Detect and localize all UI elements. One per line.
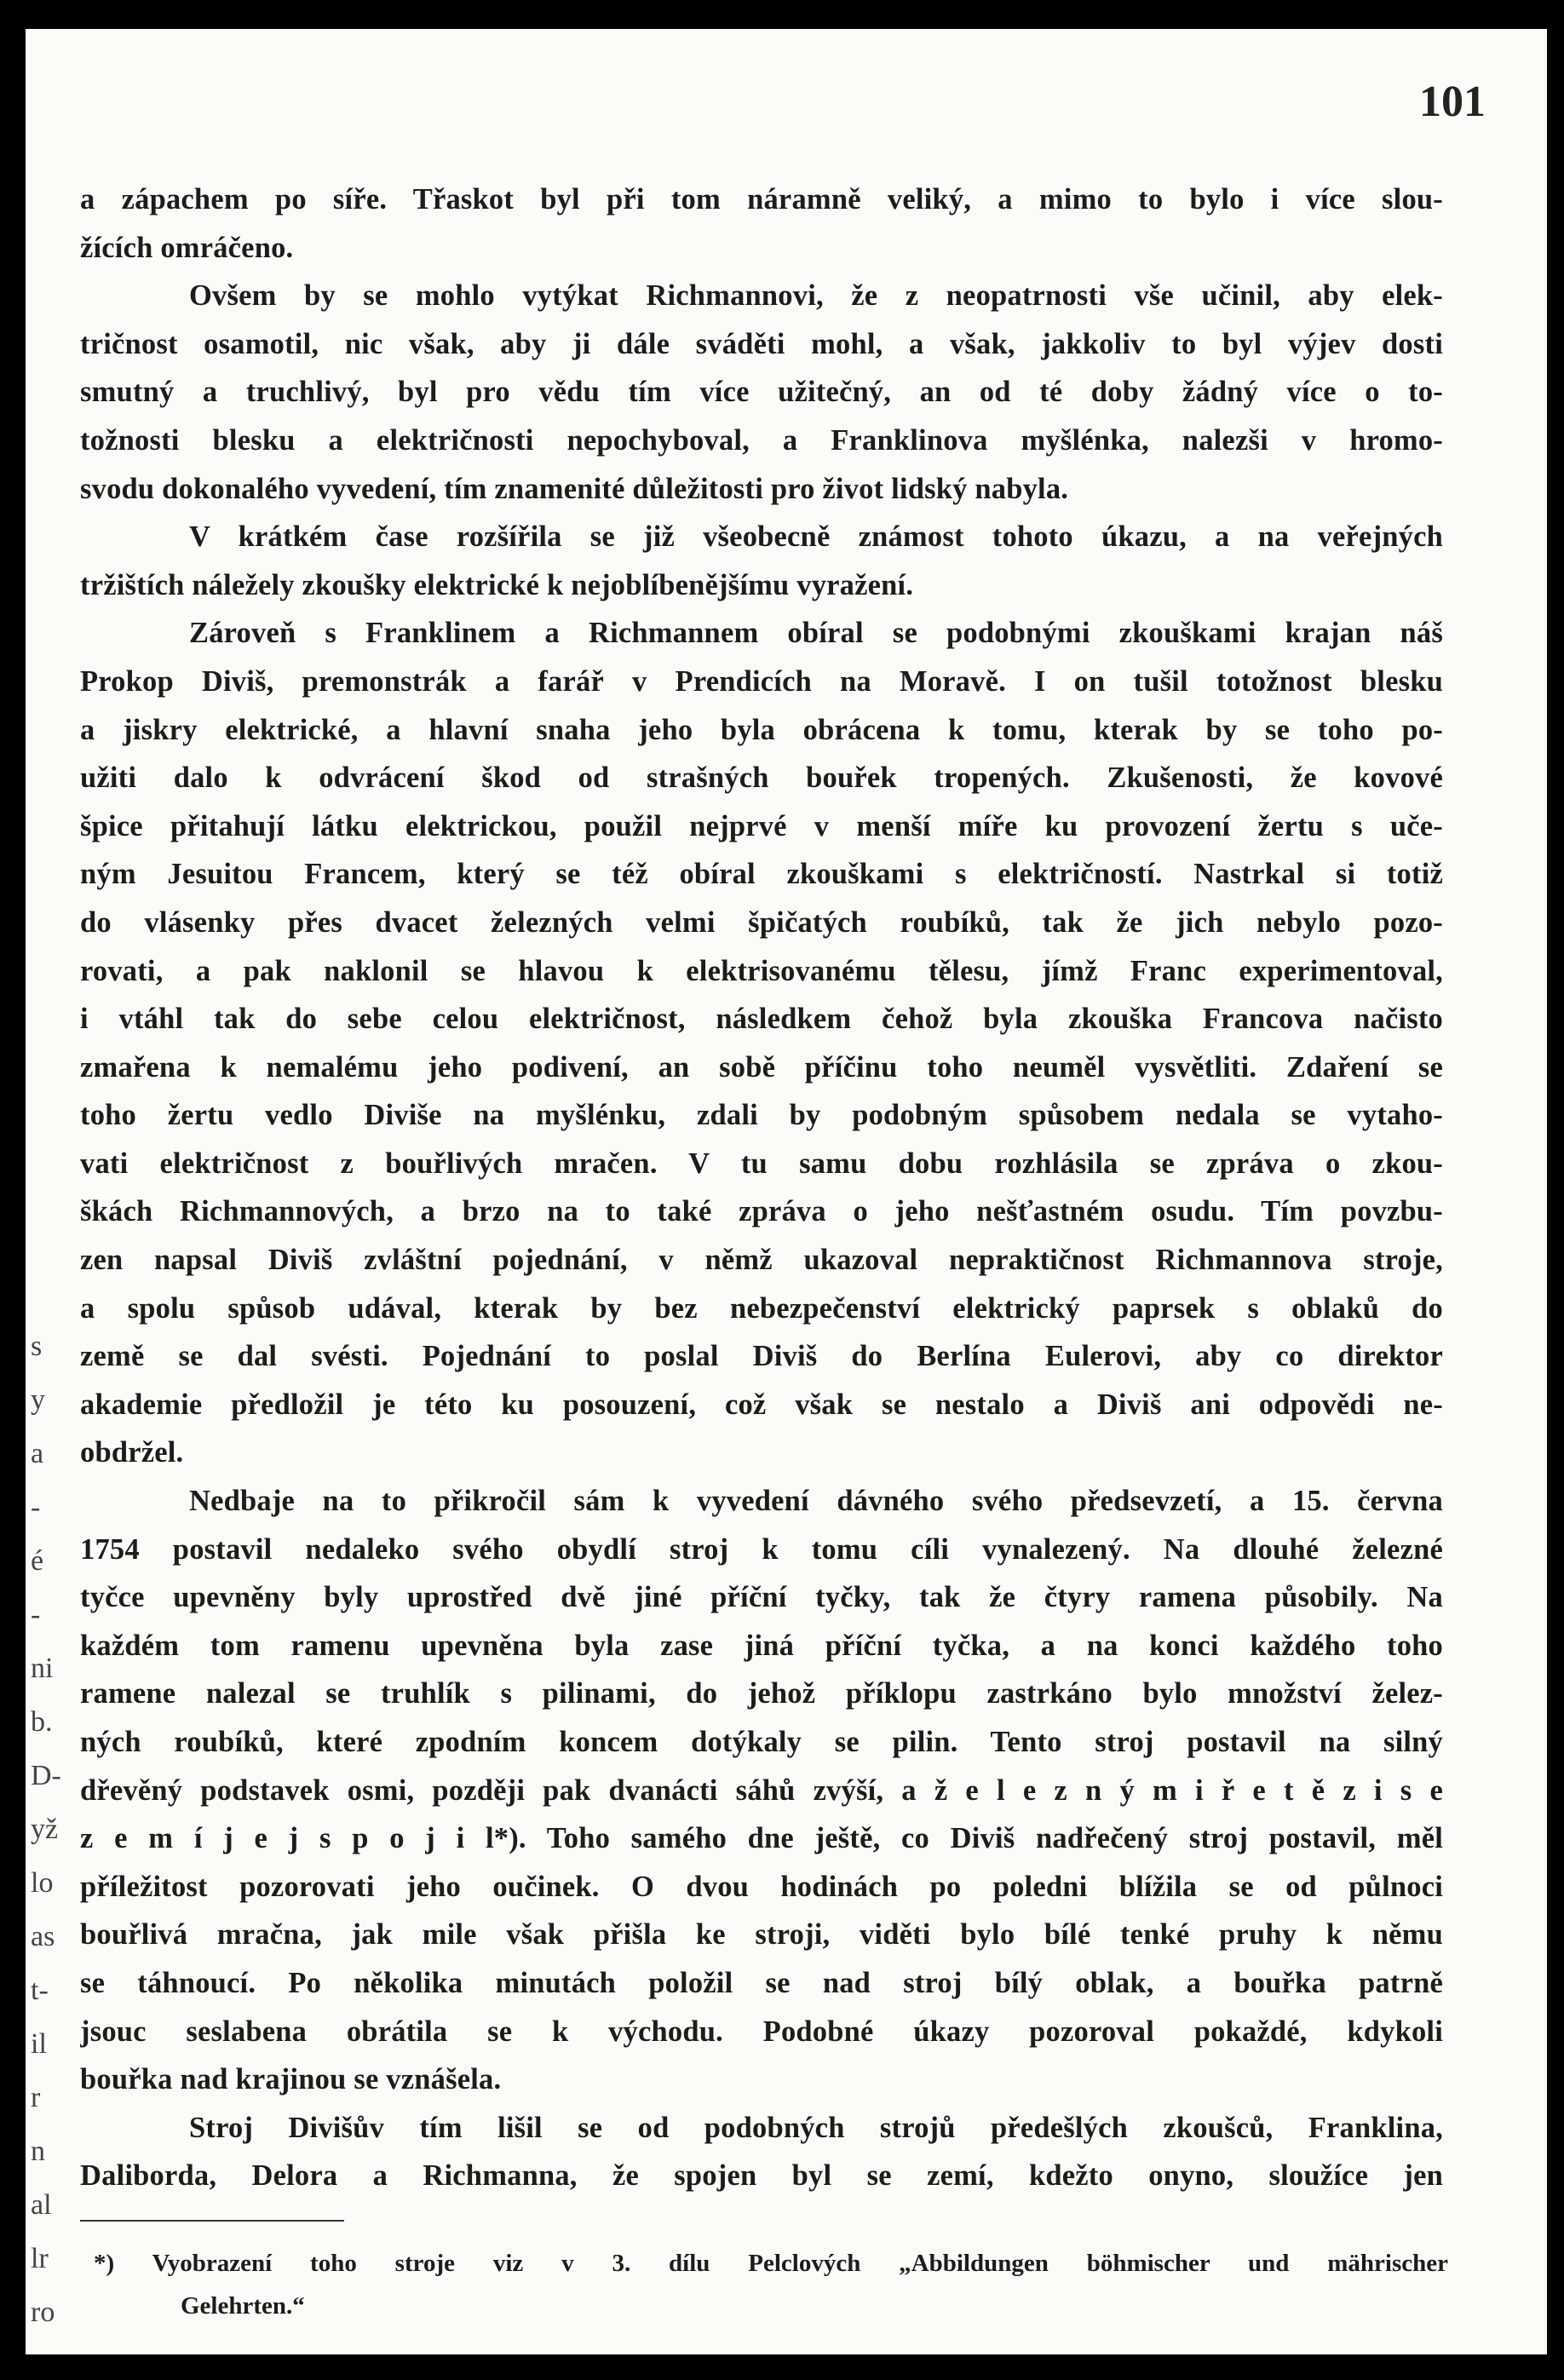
spine-fragment: b. xyxy=(31,1706,53,1738)
text-line: tržištích náležely zkoušky elektrické k nejoblíbenějšímu vyražení. xyxy=(80,568,914,601)
text-line: Daliborda, Delora a Richmanna, že spojen byl se zemí, kdežto onyno, sloužíce jen xyxy=(80,2159,1443,2193)
spine-fragment: lo xyxy=(31,1867,54,1899)
footnote-line: Gelehrten.“ xyxy=(181,2292,305,2320)
text-line: bouřka nad krajinou se vznášela. xyxy=(80,2063,502,2096)
spine-fragment: s xyxy=(31,1331,43,1362)
paragraph xyxy=(80,175,1443,272)
text-line: se táhnoucí. Po několika minutách položil se nad stroj bílý oblak, a bouřka patrně xyxy=(80,1966,1443,1999)
text-line: ramene nalezal se truhlík s pilinami, do jehož příklopu zastrkáno bylo množství želez- xyxy=(80,1677,1443,1710)
text-line: tyčce upevněny byly uprostřed dvě jiné příční tyčky, tak že čtyry ramena působily. Na xyxy=(80,1581,1443,1614)
text-line: jsouc seslabena obrátila se k východu. Podobné úkazy pozoroval pokaždé, kdykoli xyxy=(80,2015,1443,2048)
body-text xyxy=(80,175,1443,2200)
adjacent-page-edge xyxy=(26,1204,65,2380)
paragraph xyxy=(80,272,1443,513)
text-line: Stroj Divišův tím lišil se od podobných strojů předešlých zkoušců, Franklina, xyxy=(189,2111,1443,2144)
text-line: svodu dokonalého vyvedení, tím znamenité důležitosti pro život lidský nabyla. xyxy=(80,472,1069,505)
text-line: a zápachem po síře. Třaskot byl při tom náramně veliký, a mimo to bylo i více slou- xyxy=(80,183,1443,216)
page-number: 101 xyxy=(1419,78,1486,126)
text-line: dřevěný podstavek osmi, později pak dvanácti sáhů zvýší, a ž e l e z n ý m i ř e t ě z i s e xyxy=(80,1774,1443,1807)
spine-fragment: yž xyxy=(31,1814,59,1845)
text-line: tričnost osamotil, nic však, aby ji dále sváděti mohl, a však, jakkoliv to byl výjev dosti xyxy=(80,327,1443,360)
paragraph xyxy=(80,609,1443,1477)
spine-fragment: n xyxy=(31,2136,45,2167)
text-line: vati električnost z bouřlivých mračen. V tu samu dobu rozhlásila se zpráva o zkou- xyxy=(80,1147,1443,1180)
text-line: Zároveň s Franklinem a Richmannem obíral se podobnými zkouškami krajan náš xyxy=(189,617,1443,650)
text-line: akademie předložil je této ku posouzení, což však se nestalo a Diviš ani odpovědi ne- xyxy=(80,1388,1443,1421)
text-line: Nedbaje na to přikročil sám k vyvedení dávného svého předsevzetí, a 15. června xyxy=(189,1485,1443,1518)
text-line: a spolu spůsob udával, kterak by bez nebezpečenství elektrický paprsek s oblaků do xyxy=(80,1291,1443,1325)
text-line: ných roubíků, které zpodním koncem dotýkaly se pilin. Tento stroj postavil na silný xyxy=(80,1726,1443,1758)
text-line: každém tom ramenu upevněna byla zase jiná příční tyčka, a na konci každého toho xyxy=(80,1629,1443,1662)
text-line: Ovšem by se mohlo vytýkat Richmannovi, že z neopatrnosti vše učinil, aby elek- xyxy=(189,279,1443,313)
spine-fragment: al xyxy=(31,2189,52,2221)
text-line: smutný a truchlivý, byl pro vědu tím více užitečný, an od té doby žádný více o to- xyxy=(80,376,1443,409)
footnote-rule xyxy=(80,2220,344,2222)
paragraph xyxy=(80,513,1443,609)
footnote xyxy=(94,2242,1448,2327)
spine-fragment: D- xyxy=(31,1760,61,1791)
paragraph xyxy=(80,1477,1443,2104)
text-line: škách Richmannových, a brzo na to také zpráva o jeho nešťastném osudu. Tím povzbu- xyxy=(80,1195,1443,1228)
spine-fragment: a xyxy=(31,1438,44,1469)
text-line: zen napsal Diviš zvláštní pojednání, v němž ukazoval nepraktičnost Richmannova stroje, xyxy=(80,1244,1443,1277)
footnote-line: *) Vyobrazení toho stroje viz v 3. dílu Pelclových „Abbildungen böhmischer und mährischer xyxy=(94,2250,1448,2277)
text-line: toho žertu vedlo Diviše na myšlénku, zdali by podobným spůsobem nedala se vytaho- xyxy=(80,1099,1443,1132)
spine-fragment: y xyxy=(31,1384,45,1416)
text-line: zmařena k nemalému jeho podivení, an sobě příčinu toho neuměl vysvětliti. Zdaření se xyxy=(80,1050,1443,1084)
book-page xyxy=(26,29,1547,2354)
text-line: příležitost pozorovati jeho oučinek. O dvou hodinách po poledni blížila se od půlnoci xyxy=(80,1870,1443,1903)
spine-fragment: é xyxy=(31,1545,44,1577)
text-line: i vtáhl tak do sebe celou električnost, následkem čehož byla zkouška Francova načisto xyxy=(80,1003,1443,1036)
text-line: Prokop Diviš, premonstrák a farář v Prendicích na Moravě. I on tušil totožnost blesku xyxy=(80,664,1443,698)
text-line: žících omráčeno. xyxy=(80,231,294,264)
text-line: bouřlivá mračna, jak mile však přišla ke stroji, viděti bylo bílé tenké pruhy k němu xyxy=(80,1918,1443,1952)
spine-fragment: ni xyxy=(31,1653,54,1684)
text-line: rovati, a pak naklonil se hlavou k elektrisovanému tělesu, jímž Franc experimentoval, xyxy=(80,954,1443,987)
paragraph xyxy=(80,2104,1443,2200)
text-line: špice přitahují látku elektrickou, použil nejprvé v menší míře ku provození žertu s uče- xyxy=(80,809,1443,842)
text-line: obdržel. xyxy=(80,1436,184,1469)
spine-fragment: t- xyxy=(31,1975,49,2006)
text-line: ným Jesuitou Francem, který se též obíral zkouškami s električností. Nastrkal si totiž xyxy=(80,858,1443,891)
spine-fragment: - xyxy=(31,1492,41,1523)
text-line: V krátkém čase rozšířila se již všeobecně známost tohoto úkazu, a na veřejných xyxy=(189,520,1443,554)
spine-fragment: lr xyxy=(31,2243,49,2274)
spine-fragment: as xyxy=(31,1921,55,1952)
spine-fragment: - xyxy=(31,1599,41,1630)
spine-fragment: ro xyxy=(31,2297,55,2328)
text-line: užiti dalo k odvrácení škod od strašných bouřek tropených. Zkušenosti, že kovové xyxy=(80,762,1443,795)
text-line: tožnosti blesku a električnosti nepochyboval, a Franklinova myšlénka, nalezši v hromo- xyxy=(80,423,1443,457)
text-line: z e m í j e j s p o j i l*). Toho samého dne ještě, co Diviš nadřečený stroj postavil, měl xyxy=(80,1822,1443,1855)
spine-fragment: il xyxy=(31,2028,47,2060)
text-line: do vlásenky přes dvacet železných velmi špičatých roubíků, tak že jich nebylo pozo- xyxy=(80,905,1443,939)
text-line: 1754 postavil nedaleko svého obydlí stroj k tomu cíli vynalezený. Na dlouhé železné xyxy=(80,1532,1443,1566)
text-line: a jiskry elektrické, a hlavní snaha jeho byla obrácena k tomu, kterak by se toho po- xyxy=(80,713,1443,746)
text-line: země se dal svésti. Pojednání to poslal Diviš do Berlína Eulerovi, aby co direktor xyxy=(80,1340,1443,1373)
spine-fragment: r xyxy=(31,2082,41,2113)
